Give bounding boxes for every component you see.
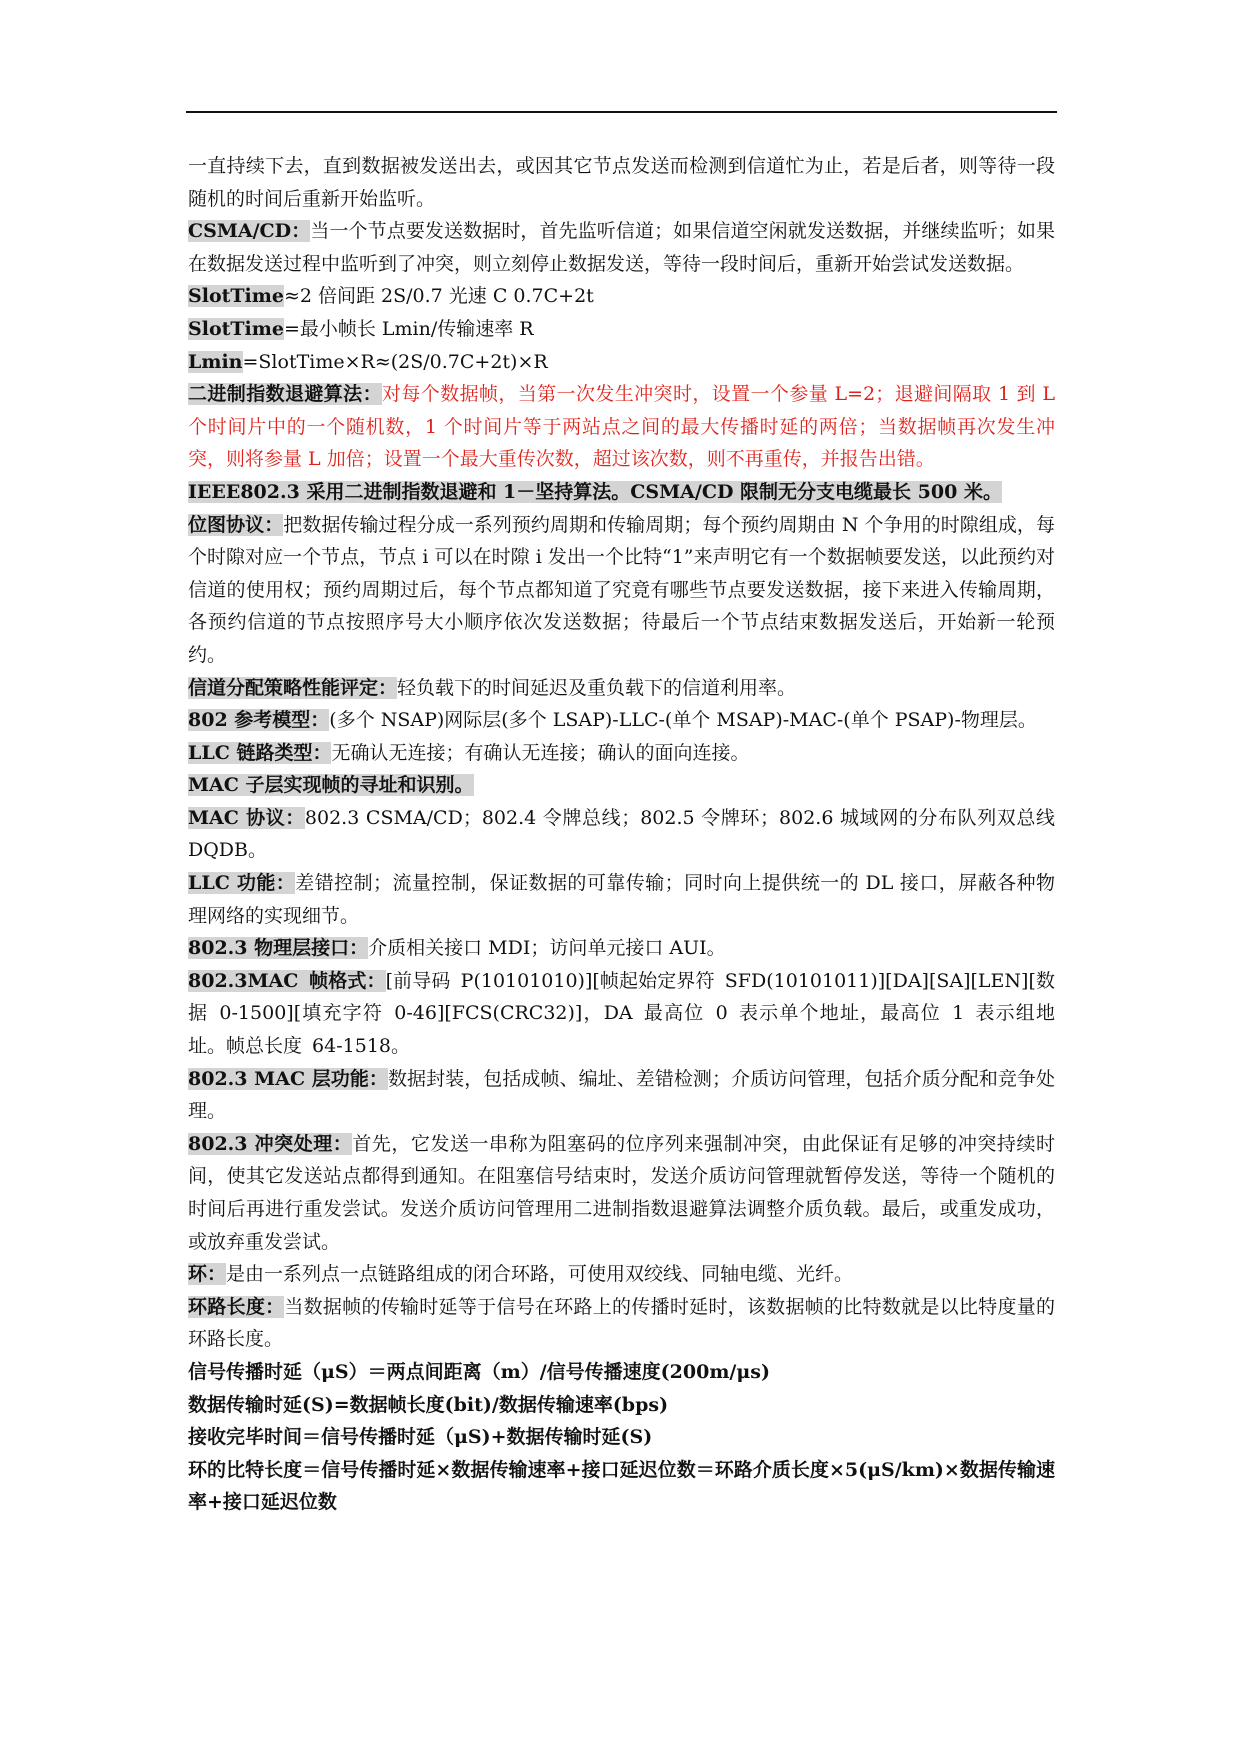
paragraph-mac-layer-function: 802.3 MAC 层功能：数据封装，包括成帧、编址、差错检测；介质访问管理，包括介质分配和竞争处理。 — [188, 1067, 1055, 1123]
term-label: 802 参考模型： — [188, 709, 330, 732]
paragraph-binary-backoff — [188, 378, 1055, 476]
paragraph-mac-protocol: MAC 协议：802.3 CSMA/CD；802.4 令牌总线；802.5 令牌环；802.6 城域网的分布队列双总线 DQDB。 — [188, 806, 1055, 862]
term-label: MAC 协议： — [188, 806, 305, 829]
term-label: 802.3 物理层接口： — [188, 937, 369, 960]
paragraph-collision-handling: 802.3 冲突处理：首先，它发送一串称为阻塞码的位序列来强制冲突，由此保证有足够的冲突持续时间，使其它发送站点都得到通知。在阻塞信号结束时，发送介质访问管理就暂停发送，等待一个随机的时间后再进行重发尝试。发送介质访问管理用二进制指数退避算法调整介质负载。最后，或重发成功，或放弃重发尝试。 — [188, 1132, 1055, 1253]
formula-ring-bit-length: 环的比特长度＝信号传播时延×数据传输速率+接口延迟位数＝环路介质长度×5(μS/km)×数据传输速率+接口延迟位数 — [188, 1458, 1055, 1514]
term-label: SlotTime — [188, 285, 284, 308]
term-label: SlotTime — [188, 317, 284, 340]
term-label: CSMA/CD： — [188, 220, 311, 243]
term-label: 802.3 冲突处理： — [188, 1132, 353, 1155]
paragraph-physical-interface: 802.3 物理层接口：介质相关接口 MDI；访问单元接口 AUI。 — [188, 937, 726, 960]
term-label: 环路长度： — [188, 1295, 285, 1318]
term-label: IEEE802.3 采用二进制指数退避和 1－坚持算法。CSMA/CD 限制无分支电缆最长 500 米。 — [188, 480, 1002, 503]
paragraph-mac-frame-format: 802.3MAC 帧格式：[前导码 P(10101010)][帧起始定界符 SFD(10101011)][DA][SA][LEN][数据 0-1500][填充字符 0-46][FCS(CRC32)]，DA 最高位 0 表示单个地址，最高位 1 表示组地址。帧总长度 64-1518。 — [188, 969, 1055, 1058]
term-label: 802.3 MAC 层功能： — [188, 1067, 388, 1090]
term-label: 二进制指数退避算法： — [188, 383, 382, 406]
paragraph-ring-length: 环路长度：当数据帧的传输时延等于信号在环路上的传播时延时，该数据帧的比特数就是以比特度量的环路长度。 — [188, 1295, 1055, 1351]
formula-receive-complete: 接收完毕时间＝信号传播时延（μS)+数据传输时延(S) — [188, 1426, 653, 1449]
term-label: Lmin — [188, 350, 243, 373]
term-label: LLC 链路类型： — [188, 741, 332, 764]
paragraph-slottime-1: SlotTime≈2 倍间距 2S/0.7 光速 C 0.7C+2t — [188, 285, 594, 308]
formula-transmission-delay: 数据传输时延(S)=数据帧长度(bit)/数据传输速率(bps) — [188, 1393, 669, 1416]
paragraph-llc-function: LLC 功能：差错控制；流量控制，保证数据的可靠传输；同时向上提供统一的 DL 接口，屏蔽各种物理网络的实现细节。 — [188, 872, 1055, 927]
paragraph-channel-allocation: 信道分配策略性能评定：轻负载下的时间延迟及重负载下的信道利用率。 — [188, 676, 797, 699]
term-label: 802.3MAC 帧格式： — [188, 969, 386, 992]
term-label: MAC 子层实现帧的寻址和识别。 — [188, 774, 474, 797]
paragraph-mac-sublayer — [188, 769, 1055, 802]
term-label: 环： — [188, 1263, 227, 1286]
term-label: 信道分配策略性能评定： — [188, 676, 398, 699]
paragraph-csma-cd: CSMA/CD：当一个节点要发送数据时，首先监听信道；如果信道空闲就发送数据，并继续监听；如果在数据发送过程中监听到了冲突，则立刻停止数据发送，等待一段时间后，重新开始尝试发送数据。 — [188, 220, 1055, 275]
formula-propagation-delay: 信号传播时延（μS）＝两点间距离（m）/信号传播速度(200m/μs) — [188, 1360, 770, 1383]
paragraph-ieee8023 — [188, 476, 1055, 509]
document-body — [188, 150, 1055, 1519]
paragraph-802-model: 802 参考模型：(多个 NSAP)网际层(多个 LSAP)-LLC-(单个 MSAP)-MAC-(单个 PSAP)-物理层。 — [188, 709, 1037, 732]
paragraph-llc-types: LLC 链路类型：无确认无连接；有确认无连接；确认的面向连接。 — [188, 741, 750, 764]
paragraph-bitmap-protocol: 位图协议：把数据传输过程分成一系列预约周期和传输周期；每个预约周期由 N 个争用的时隙组成，每个时隙对应一个节点，节点 i 可以在时隙 i 发出一个比特“1”来声明它有一个数据帧要发送，以此预约对信道的使用权；预约周期过后，每个节点都知道了究竟有哪些节点要发送数据，接下来进入传输周期，各预约信道的节点按照序号大小顺序依次发送数据；待最后一个节点结束数据发送后，开始新一轮预约。 — [188, 513, 1055, 666]
red-text: 对每个数据帧，当第一次发生冲突时，设置一个参量 L=2；退避间隔取 1 到 L 个时间片中的一个随机数，1 个时间片等于两站点之间的最大传播时延的两倍；当数据帧再次发生冲突，则将参量 L 加倍；设置一个最大重传次数，超过该次数，则不再重传，并报告出错。 — [188, 383, 1055, 471]
paragraph-ring: 环：是由一系列点一点链路组成的闭合环路，可使用双绞线、同轴电缆、光纤。 — [188, 1263, 854, 1286]
term-label: LLC 功能： — [188, 872, 296, 895]
term-label: 位图协议： — [188, 513, 284, 536]
paragraph-lmin: Lmin=SlotTime×R≈(2S/0.7C+2t)×R — [188, 350, 548, 373]
paragraph-continuation: 一直持续下去，直到数据被发送出去，或因其它节点发送而检测到信道忙为止，若是后者，则等待一段随机的时间后重新开始监听。 — [188, 155, 1055, 210]
header-rule — [186, 111, 1057, 113]
paragraph-slottime-2: SlotTime=最小帧长 Lmin/传输速率 R — [188, 317, 534, 340]
